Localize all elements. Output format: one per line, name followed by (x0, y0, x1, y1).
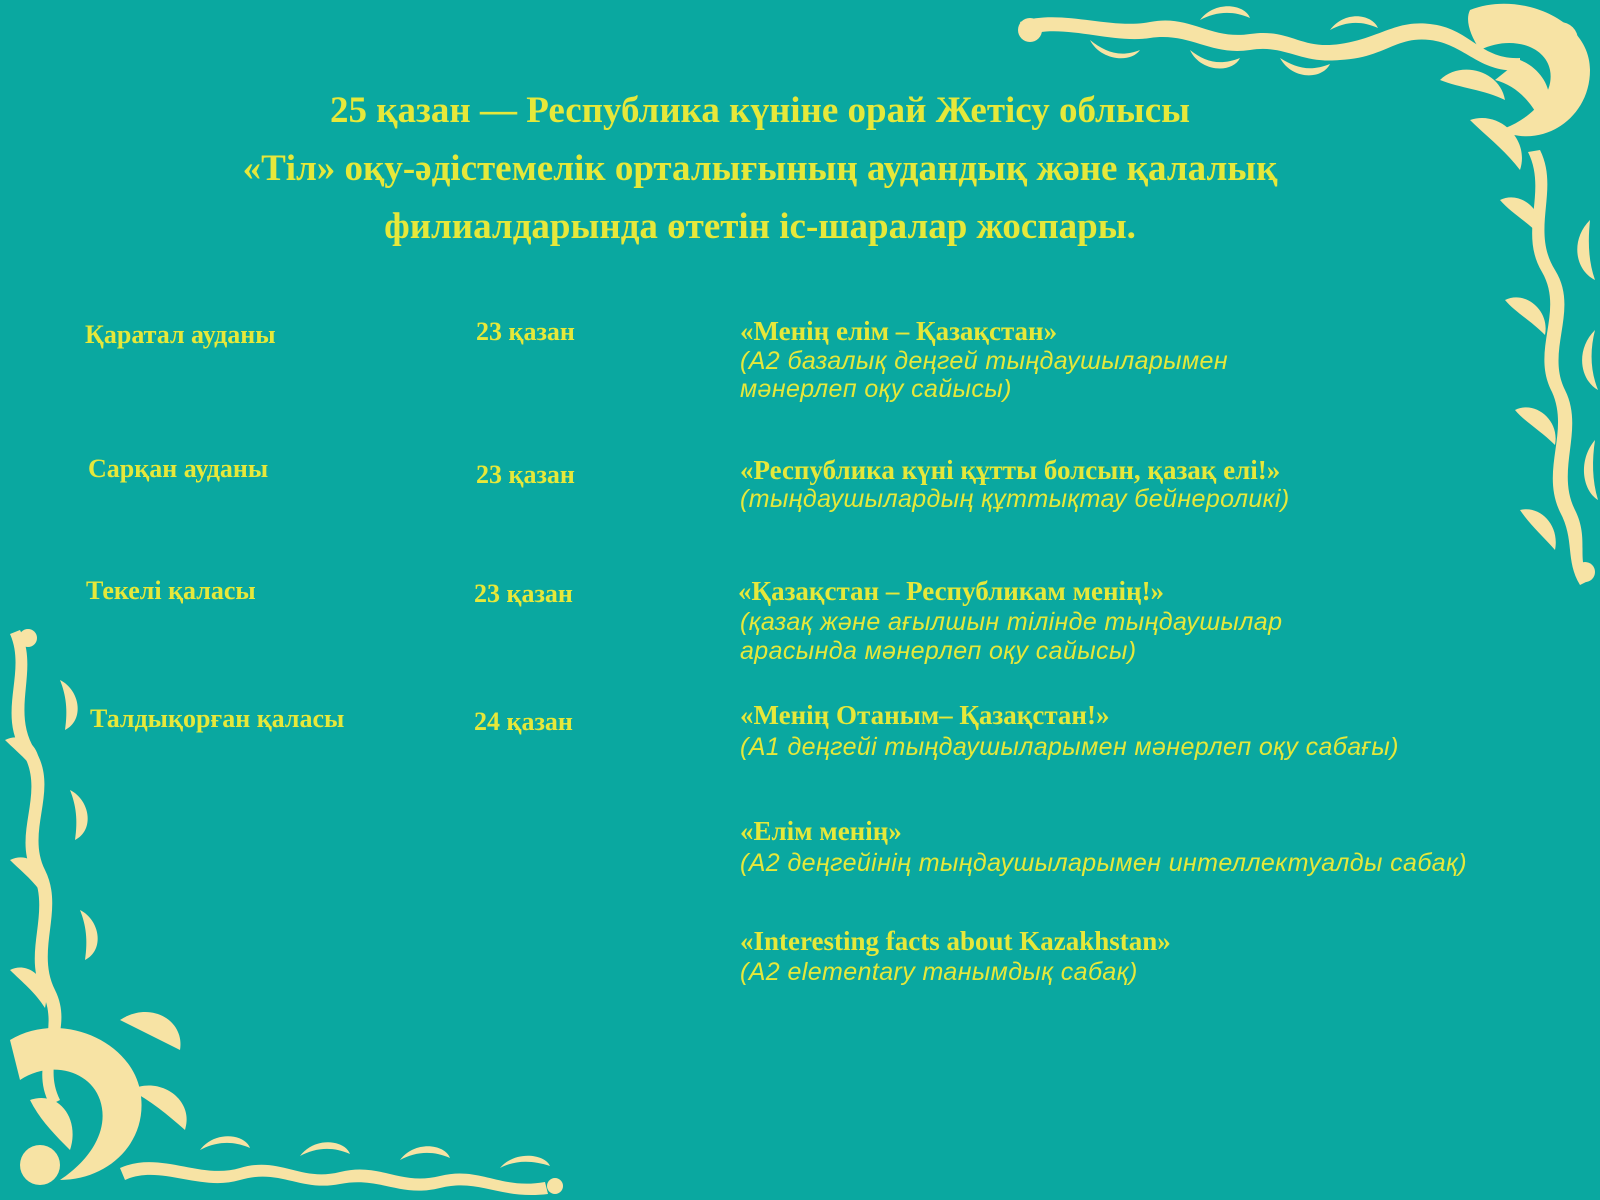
date-sarkan: 23 қазан (476, 460, 575, 489)
page-title (0, 82, 1520, 256)
title-line-2: «Тіл» оқу-әдістемелік орталығының аудандық және қалалық (242, 148, 1278, 189)
event-desc-1a: (А2 базалық деңгей тыңдаушыларымен (740, 347, 1228, 375)
date-tekeli: 23 қазан (474, 579, 573, 608)
title-line-1: 25 қазан — Республика күніне орай Жетісу облысы (329, 90, 1190, 131)
event-desc-3a: (қазақ және ағылшын тілінде тыңдаушылар (740, 608, 1283, 636)
event-desc-4a: (А1 деңгейі тыңдаушыларымен мәнерлеп оқу сабағы) (740, 733, 1399, 761)
event-desc-6a: (А2 elementary танымдық сабақ) (740, 958, 1138, 986)
district-sarkan: Сарқан ауданы (88, 454, 269, 483)
event-title-4: «Менің Отаным– Қазақстан!» (740, 700, 1110, 730)
event-title-2: «Республика күні құтты болсын, қазақ елі!» (740, 455, 1281, 485)
event-desc-5a: (А2 деңгейінің тыңдаушыларымен интеллектуалды сабақ) (740, 849, 1468, 877)
event-title-3: «Қазақстан – Республикам менің!» (738, 576, 1165, 606)
date-taldykorgan: 24 қазан (474, 707, 573, 736)
event-desc-3b: арасында мәнерлеп оқу сайысы) (740, 637, 1137, 665)
date-karatal: 23 қазан (476, 317, 575, 346)
event-title-6: «Interesting facts about Kazakhstan» (740, 926, 1171, 956)
title-line-3: филиалдарында өтетін іс-шаралар жоспары. (384, 206, 1136, 247)
event-title-5: «Елім менің» (740, 816, 902, 846)
district-karatal: Қаратал ауданы (85, 320, 276, 349)
district-tekeli: Текелі қаласы (86, 576, 256, 605)
event-desc-1b: мәнерлеп оқу сайысы) (740, 375, 1012, 403)
event-desc-2a: (тыңдаушылардың құттықтау бейнероликі) (740, 485, 1290, 513)
district-taldykorgan: Талдықорған қаласы (90, 704, 345, 733)
event-title-1: «Менің елім – Қазақстан» (740, 316, 1058, 346)
